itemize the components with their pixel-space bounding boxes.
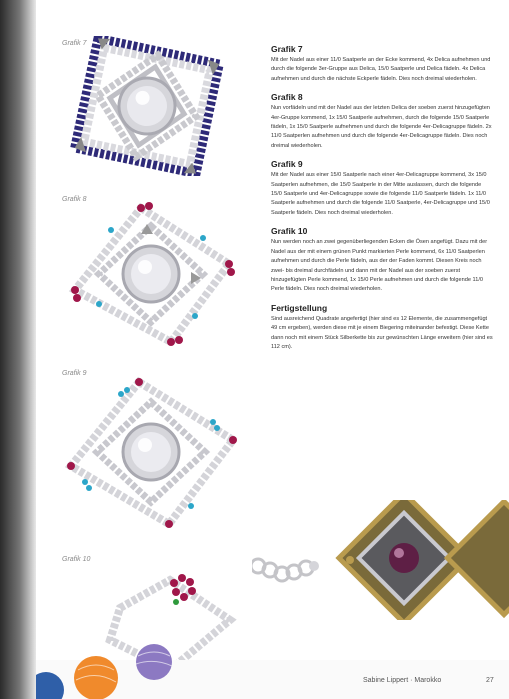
- section-grafik-9: [271, 159, 493, 218]
- section-fertigstellung: [271, 303, 493, 353]
- section-heading: Grafik 9: [271, 159, 303, 170]
- figure-label-9: Grafik 9: [62, 370, 87, 377]
- section-body: Nun vorfädeln und mit der Nadel aus der letzten Delica der soeben zuerst hinzugefügten 4er-Gruppe kommend, 1x 15/0 Saatperle aufnehmen, durch die folgende 15/0 Saatperle fädeln, 1x 15/0 Saatperle aufnehmen und durch die folgende 4er-Delicagruppe fädeln. 2x 11/0 Saatperlen aufnehmen und durch die folgende 4er-Delicagruppe fädeln. Dies noch dreimal wiederholen.: [271, 105, 492, 149]
- decorative-yarn-balls: [36, 640, 186, 699]
- beading-diagram-7: [62, 36, 232, 176]
- figure-label-8: Grafik 8: [62, 196, 87, 203]
- footer-page-number: 27: [486, 677, 494, 684]
- footer-author-title: Sabine Lippert · Marokko: [363, 677, 442, 684]
- section-heading: Fertigstellung: [271, 302, 328, 313]
- figure-label-10: Grafik 10: [62, 556, 91, 563]
- section-heading: Grafik 10: [271, 226, 308, 237]
- beading-diagram-9: [56, 372, 246, 532]
- section-grafik-10: [271, 226, 493, 294]
- section-body: Sind ausreichend Quadrate angefertigt (hier sind es 12 Elemente, die zusammengefügt 49 cm ergeben), werden diese mit je einem Biegering miteinander befestigt. Diese Kette dann noch mit einem Stück Silberkette bis zur gewünschten Länge erweitern (hier sind es 112 cm).: [271, 315, 493, 350]
- beading-diagram-8: [56, 196, 246, 346]
- section-body: Mit der Nadel aus einer 15/0 Saatperle nach einer 4er-Delicagruppe kommend, 3x 15/0 Saatperlen aufnehmen, die 15/0 Saatperle in der Mitte auslassen, durch die folgende 15/0 Saatperle und 4er-Delicagruppe sowie die folgende 11/0 Saatperle fädeln. 1x 11/0 Saatperle aufnehmen und durch die folgende 11/0 Saatperle, 4er-Delicagruppe und 15/0 Saatperle fädeln. Dies noch dreimal wiederholen.: [271, 172, 490, 216]
- page-gutter-shadow: [0, 0, 36, 699]
- section-grafik-7: [271, 44, 493, 84]
- figure-label-7: Grafik 7: [62, 40, 87, 47]
- section-grafik-8: [271, 92, 493, 151]
- instructions-column: [271, 44, 493, 360]
- section-heading: Grafik 7: [271, 44, 303, 54]
- section-body: Mit der Nadel aus einer 11/0 Saatperle an der Ecke kommend, 4x Delica aufnehmen und durch die folgende 3er-Gruppe aus Delica, 15/0 Saatperle und Delica fädeln. 4x Delica aufnehmen und durch die nächste Eckperle fädeln. Dies noch dreimal wiederholen.: [271, 57, 491, 82]
- section-heading: Grafik 8: [271, 92, 303, 103]
- section-body: Nun werden noch an zwei gegenüberliegenden Ecken die Ösen angefügt. Dazu mit der Nadel aus der mit einem grünen Punkt markierten Perle kommend, 6x 11/0 Saatperlen aufnehmen und durch die Perle fädeln, aus der der Faden kommt. Diesen Kreis noch zwei- bis dreimal durchfädeln und dann mit der Nadel aus der soeben zuerst hinzugefügten Perle kommend, 1x 15/0 Perle aufnehmen und durch die folgende 11/0 Perle fädeln. Dies noch dreimal wiederholen.: [271, 239, 488, 293]
- bracelet-photo: [252, 500, 509, 620]
